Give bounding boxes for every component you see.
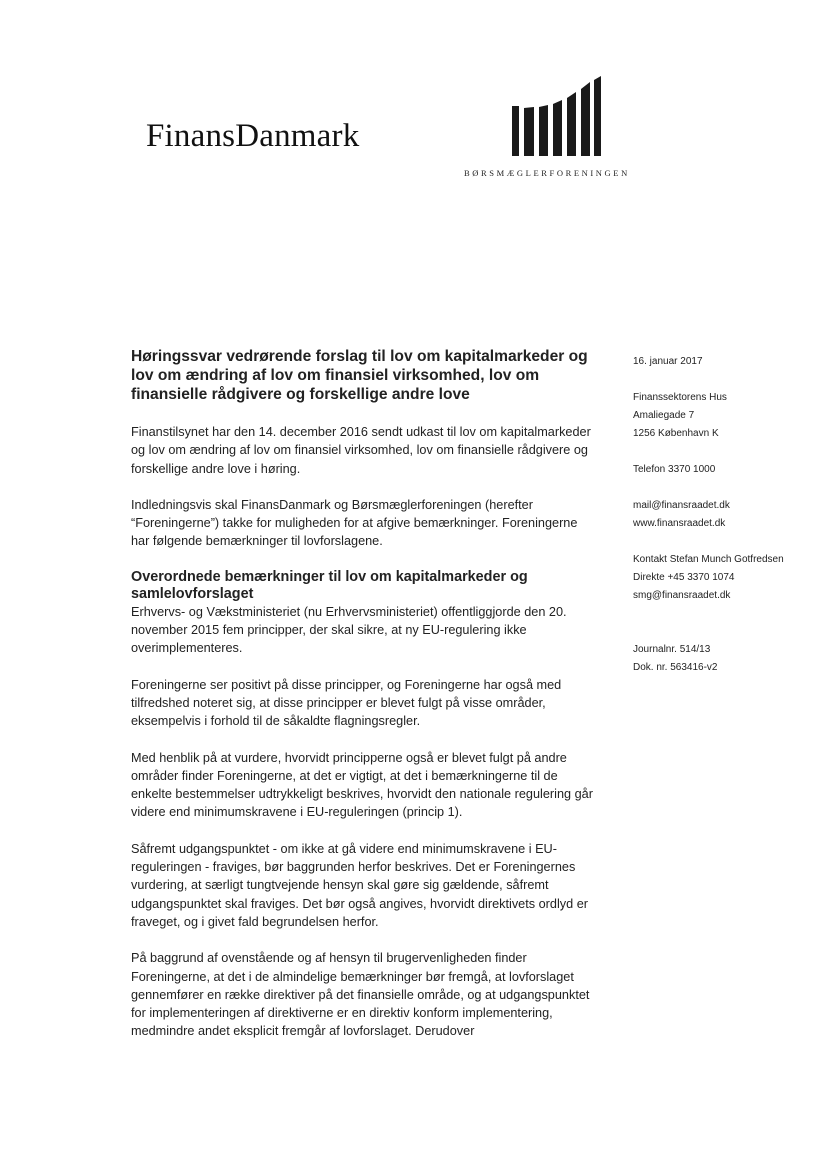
- sender-info-column: [633, 353, 813, 677]
- borsmaeglerforeningen-logo-text: BØRSMÆGLERFORENINGEN: [464, 168, 630, 178]
- paragraph-1: Finanstilsynet har den 14. december 2016 sendt udkast til lov om kapitalmarkeder og lov om ændring af lov om finansiel virksomhed, lov om finansielle rådgivere og forskellige andre love i høring.: [131, 425, 591, 476]
- phone-number: Telefon 3370 1000: [633, 464, 716, 475]
- paragraph-2: Indledningsvis skal FinansDanmark og Børsmæglerforeningen (herefter “Foreningerne”) takke for muligheden for at afgive bemærkninger. Foreningerne har følgende bemærkninger til lovforslagene.: [131, 497, 578, 549]
- paragraph-5: Med henblik på at vurdere, hvorvidt principperne også er blevet fulgt på andre områder finder Foreningerne, at det er vigtigt, at det i bemærkningerne til de enkelte bestemmelser udtrykkeligt beskrives, hvorvidt den nationale regulering går videre end minimumskravene i EU-reguleringen (princip 1).: [131, 750, 593, 820]
- journal-number: Journalnr. 514/13: [633, 644, 711, 655]
- address-line-2: Amaliegade 7: [633, 410, 695, 421]
- letter-body: [131, 347, 593, 1059]
- finansdanmark-logo: FinansDanmark: [146, 118, 360, 154]
- direct-phone: Direkte +45 3370 1074: [633, 572, 735, 583]
- paragraph-6: Såfremt udgangspunktet - om ikke at gå videre end minimumskravene i EU-reguleringen - fraviges, bør baggrunden herfor beskrives. Det er Foreningernes vurdering, at særligt tungtvejende hensyn skal gøre sig gældende, såfremt udgangspunktet skal fraviges. Det bør også angives, hvorvidt direktivets ordlyd er fraveget, og i givet fald begrundelsen herfor.: [131, 841, 588, 929]
- contact-person: Kontakt Stefan Munch Gotfredsen: [633, 554, 784, 565]
- paragraph-3: Erhvervs- og Vækstministeriet (nu Erhvervsministeriet) offentliggjorde den 20. november 2015 fem principper, der skal sikre, at ny EU-regulering ikke overimplementeres.: [131, 604, 567, 656]
- email-address: mail@finansraadet.dk: [633, 500, 730, 511]
- contact-email: smg@finansraadet.dk: [633, 590, 731, 601]
- document-title: Høringssvar vedrørende forslag til lov om kapitalmarkeder og lov om ændring af lov om finansiel virksomhed, lov om finansielle rådgivere og forskellige andre love: [131, 348, 588, 403]
- letter-date: 16. januar 2017: [633, 356, 703, 367]
- address-line-1: Finanssektorens Hus: [633, 392, 727, 403]
- section-heading: Overordnede bemærkninger til lov om kapitalmarkeder og samlelovforslaget: [131, 568, 528, 602]
- borsmaeglerforeningen-logo-mark: [508, 76, 604, 156]
- address-line-3: 1256 København K: [633, 428, 719, 439]
- paragraph-4: Foreningerne ser positivt på disse principper, og Foreningerne har også med tilfredshed noteret sig, at disse principper er blevet fulgt på visse områder, eksempelvis i forhold til de såkaldte flagningsregler.: [131, 677, 562, 729]
- document-number: Dok. nr. 563416-v2: [633, 662, 718, 673]
- paragraph-7: På baggrund af ovenstående og af hensyn til brugervenligheden finder Foreningerne, at det i de almindelige bemærkninger bør fremgå, at lovforslaget gennemfører en række direktiver på det finansielle område, og at udgangspunktet for implementeringen af direktiverne er en direktiv konform implementering, medmindre andet eksplicit fremgår af lovforslaget. Derudover: [131, 951, 590, 1039]
- website: www.finansraadet.dk: [633, 518, 726, 529]
